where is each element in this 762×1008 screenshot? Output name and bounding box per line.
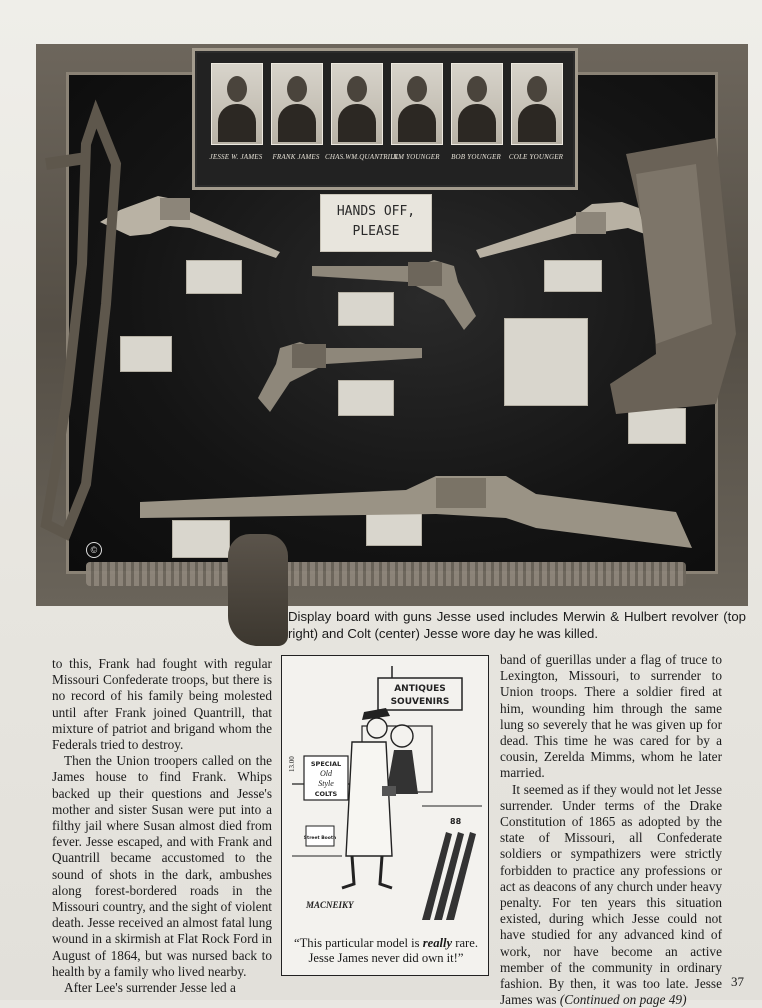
cartoon-panel — [281, 655, 489, 976]
holster — [228, 534, 288, 646]
booth-label: Street Booth — [303, 836, 337, 841]
cartoon-drawing — [282, 656, 487, 936]
leather-boots — [596, 114, 746, 414]
outlaw-portraits-frame — [192, 48, 578, 190]
cartoon-caption-emphasis: really — [422, 936, 453, 950]
display-board-photo — [36, 44, 748, 606]
price-tag-left: 13.00 — [288, 756, 296, 772]
shopkeeper — [386, 725, 418, 794]
article-column-right — [500, 652, 722, 1008]
article-paragraph: band of guerillas under a flag of truce to Lexington, Missouri, to surrender to Union troops. There a soldier fired at him, wounding him through the same lung so severely that he was given up for dead. This time he was cared for by a cousin, Zerelda Mimms, whom he later married. — [500, 652, 722, 781]
portrait-frank-james — [271, 63, 323, 145]
shop-sign-line: ANTIQUES — [394, 684, 446, 694]
portrait-label: JIM YOUNGER — [392, 153, 440, 161]
sign-line: PLEASE — [352, 224, 400, 239]
winchester-rifle — [136, 456, 696, 556]
gun-plaque — [186, 260, 242, 294]
portrait-label: COLE YOUNGER — [508, 153, 564, 161]
article-paragraph-text: It seemed as if they would not let Jesse surrender. Under terms of the Drake Constitution of 1865 as adopted by the state of Missouri, all Confederate soldiers or sympathizers were strictly forbidden to practice any professions or act as deacons of any church under heavy penalty. For ten years this situation existed, during which Jesse could not have studied for any advanced kind of work, nor have become an active member of the community in ordinary fashion. By then, it was too late. Jesse James was — [500, 781, 722, 1008]
shop-sign-line: SOUVENIRS — [390, 697, 450, 707]
article-column-left — [52, 656, 272, 996]
card-text: SPECIAL — [310, 760, 342, 768]
portrait-quantrill — [331, 63, 383, 145]
portrait-jesse-james — [211, 63, 263, 145]
rifles-rack — [422, 817, 476, 920]
cartoon-caption-text: “This particular model is — [294, 936, 423, 950]
card-text: Old — [320, 769, 332, 778]
portrait-label: BOB YOUNGER — [451, 153, 501, 161]
gun-plaque — [544, 260, 602, 292]
photo-caption: Display board with guns Jesse used includes Merwin & Hulbert revolver (top right) and Colt (center) Jesse wore day he was killed. — [288, 609, 746, 641]
article-paragraph: After Lee's surrender Jesse led a — [64, 980, 236, 996]
portrait-label: CHAS.WM.QUANTRILL — [325, 153, 399, 161]
portrait-jim-younger — [391, 63, 443, 145]
cartoonist-signature: MACNEIKY — [306, 900, 354, 910]
continued-note: (Continued on page 49) — [559, 992, 687, 1008]
gun-plaque — [504, 318, 588, 406]
portrait-bob-younger — [451, 63, 503, 145]
sign-line: HANDS OFF, — [336, 204, 416, 219]
colt-revolver-center — [308, 252, 488, 332]
page-number: 37 — [731, 974, 744, 989]
article-paragraph: to this, Frank had fought with regular Missouri Confederate troops, but there is no record of his family being molested until after Frank joined Quantrill, that mixture of patriot and brigand whom the Federals tried to destroy. — [52, 656, 272, 753]
cartoon-caption-text: rare. Jesse James never did own it!” — [308, 936, 478, 965]
holster-straps — [26, 104, 146, 544]
special-colts-card — [304, 756, 348, 800]
cartridge-belt — [86, 562, 686, 586]
card-text: Style — [318, 779, 334, 788]
card-text: COLTS — [314, 790, 338, 798]
cartoon-caption — [288, 936, 484, 966]
revolver-middle — [246, 334, 426, 414]
portrait-label: FRANK JAMES — [272, 153, 320, 161]
portrait-cole-younger — [511, 63, 563, 145]
article-paragraph — [500, 782, 722, 1008]
customer-figure — [342, 708, 396, 888]
portrait-label: JESSE W. JAMES — [209, 153, 263, 161]
shop-sign — [378, 666, 462, 710]
article-paragraph: Then the Union troopers called on the James house to find Frank. Whips backed up their questions and Jesse's mother and sister Susan were put into a filthy jail where Susan almost died from fever. Jesse escaped, and with Frank and Quantrill became accustomed to the sound of shots in the dark, ambushes along forest-bordered roads in the Missouri country, and the sight of violent death. Jesse received an almost fatal lung wound in a skirmish at Flat Rock Ford in August of 1864, but was nursed back to health by a family who lived nearby. — [52, 753, 272, 979]
hands-off-sign — [320, 194, 432, 252]
price-tag: 88 — [450, 817, 462, 826]
copyright-mark: © — [86, 542, 102, 558]
